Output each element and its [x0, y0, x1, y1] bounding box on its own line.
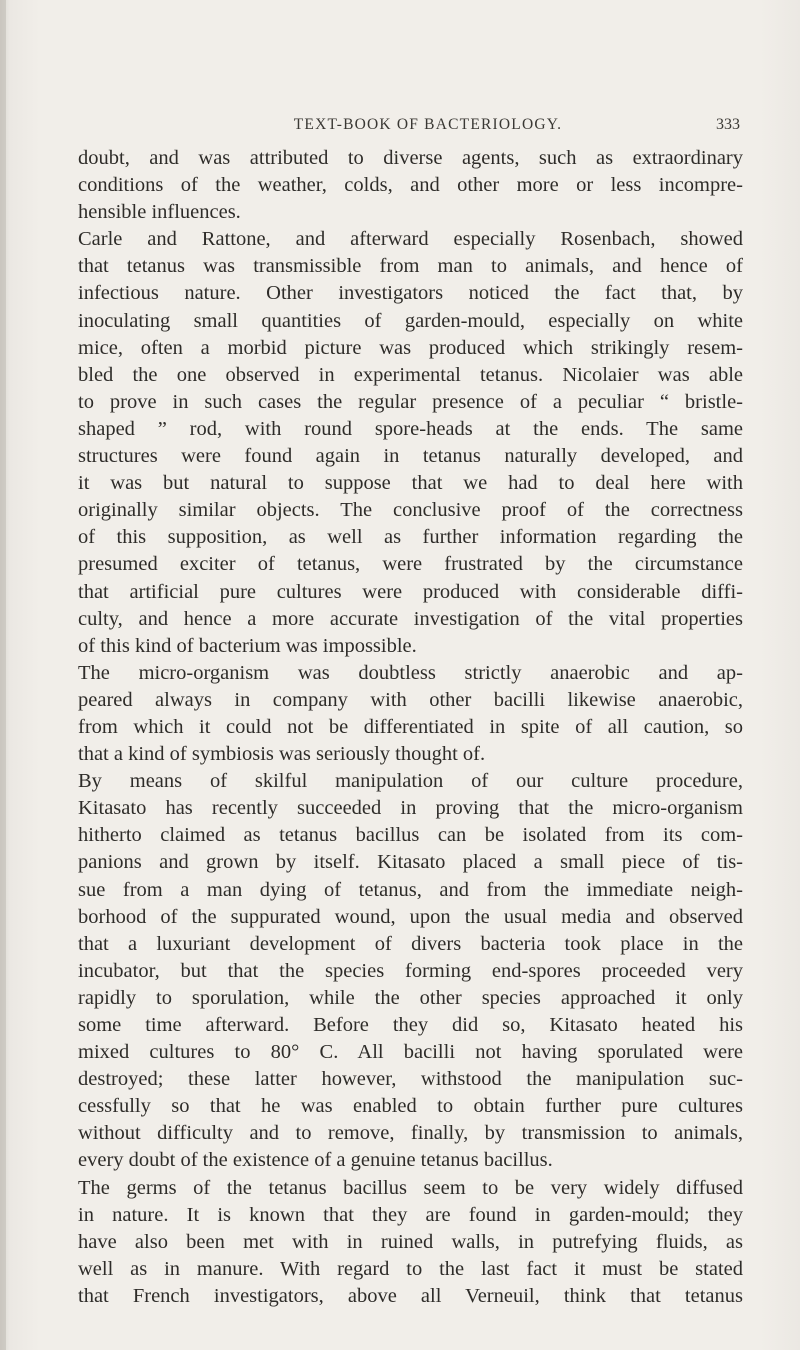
text-line: shaped ” rod, with round spore-heads at the ends. The same [78, 417, 743, 440]
text-line: of this supposition, as well as further information regarding the [78, 526, 743, 549]
text-line: have also been met with in ruined walls, in putrefying fluids, as [78, 1230, 743, 1253]
text-line: without difficulty and to remove, finally, by transmission to animals, [78, 1122, 743, 1145]
text-line: borhood of the suppurated wound, upon the usual media and observed [78, 905, 743, 928]
text-line: in nature. It is known that they are found in garden-mould; they [78, 1203, 743, 1226]
text-line: that tetanus was transmissible from man to animals, and hence of [78, 255, 743, 278]
page-number: 333 [716, 116, 740, 133]
text-line: rapidly to sporulation, while the other species approached it only [78, 986, 743, 1009]
text-line: it was but natural to suppose that we had to deal here with [78, 472, 743, 495]
running-head [118, 116, 738, 140]
text-line: By means of skilful manipulation of our culture procedure, [78, 770, 743, 793]
text-line: culty, and hence a more accurate investigation of the vital properties [78, 607, 743, 630]
paragraph [78, 226, 743, 660]
text-line: hitherto claimed as tetanus bacillus can be isolated from its com- [78, 824, 743, 847]
text-line: sue from a man dying of tetanus, and from the immediate neigh- [78, 878, 743, 901]
paragraph [78, 1175, 743, 1310]
text-line: The germs of the tetanus bacillus seem to be very widely diffused [78, 1176, 743, 1199]
text-line: from which it could not be differentiated in spite of all caution, so [78, 715, 743, 738]
text-line: that French investigators, above all Verneuil, think that tetanus [78, 1284, 743, 1307]
text-line: Kitasato has recently succeeded in proving that the micro-organism [78, 797, 743, 820]
text-line: destroyed; these latter however, withstood the manipulation suc- [78, 1068, 743, 1091]
text-line: structures were found again in tetanus naturally developed, and [78, 445, 743, 468]
text-line: originally similar objects. The conclusive proof of the correctness [78, 499, 743, 522]
text-line: that a kind of symbiosis was seriously thought of. [78, 743, 486, 766]
text-line: of this kind of bacterium was impossible. [78, 634, 417, 657]
text-line: inoculating small quantities of garden-mould, especially on white [78, 309, 743, 332]
text-line: infectious nature. Other investigators noticed the fact that, by [78, 282, 743, 305]
running-head-title: TEXT-BOOK OF BACTERIOLOGY. [293, 116, 563, 133]
text-line: to prove in such cases the regular presence of a peculiar “ bristle- [78, 390, 743, 413]
paragraph [78, 768, 743, 1174]
text-line: mice, often a morbid picture was produced which strikingly resem- [78, 336, 743, 359]
text-line: cessfully so that he was enabled to obtain further pure cultures [78, 1095, 743, 1118]
text-line: every doubt of the existence of a genuine tetanus bacillus. [78, 1149, 553, 1172]
page-binding-edge [0, 0, 6, 1350]
paragraph [78, 145, 743, 226]
body-text [78, 145, 743, 1310]
text-line: mixed cultures to 80° C. All bacilli not having sporulated were [78, 1041, 743, 1064]
text-line: doubt, and was attributed to diverse agents, such as extraordinary [78, 147, 743, 169]
text-line: panions and grown by itself. Kitasato placed a small piece of tis- [78, 851, 743, 874]
text-line: that a luxuriant development of divers bacteria took place in the [78, 932, 743, 955]
text-line: Carle and Rattone, and afterward especially Rosenbach, showed [78, 228, 743, 251]
text-line: hensible influences. [78, 201, 241, 224]
text-line: presumed exciter of tetanus, were frustrated by the circumstance [78, 553, 743, 576]
text-line: peared always in company with other bacilli likewise anaerobic, [78, 688, 743, 711]
text-line: that artificial pure cultures were produced with considerable diffi- [78, 580, 743, 603]
text-line: some time afterward. Before they did so, Kitasato heated his [78, 1014, 743, 1036]
text-line: The micro-organism was doubtless strictly anaerobic and ap- [78, 661, 743, 684]
text-line: well as in manure. With regard to the last fact it must be stated [78, 1257, 743, 1280]
text-line: incubator, but that the species forming end-spores proceeded very [78, 959, 743, 982]
text-line: bled the one observed in experimental tetanus. Nicolaier was able [78, 363, 743, 386]
paragraph [78, 660, 743, 768]
text-line: conditions of the weather, colds, and other more or less incompre- [78, 174, 743, 197]
